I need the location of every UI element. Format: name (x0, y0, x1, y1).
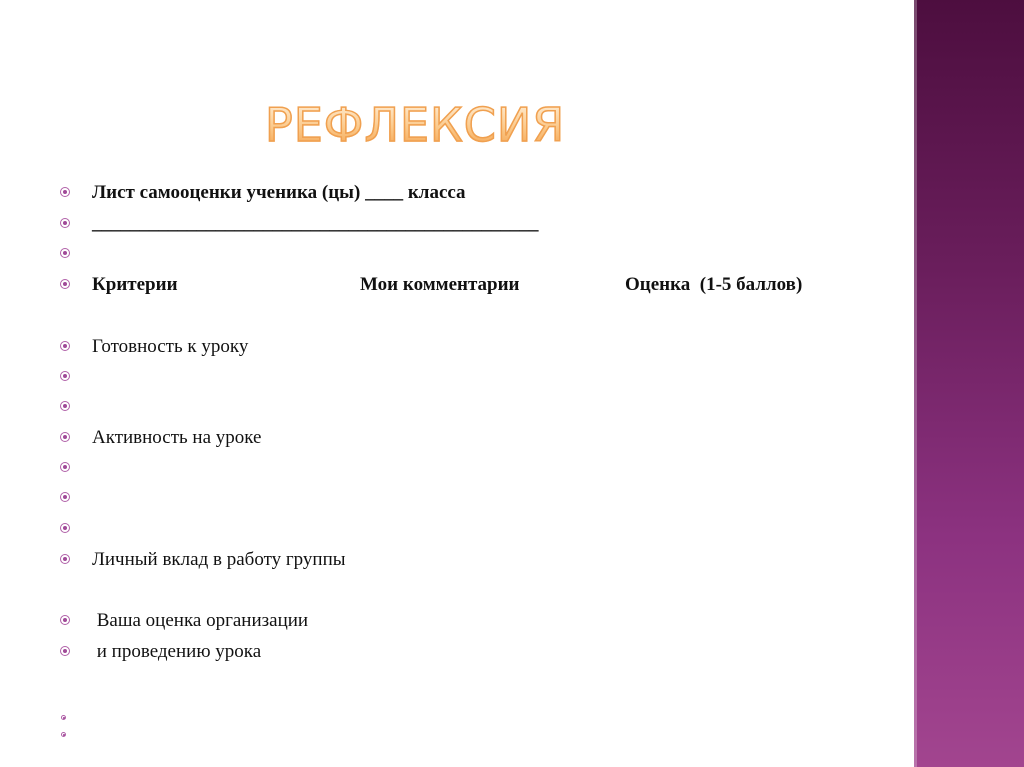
criterion-label: Личный вклад в работу группы (92, 549, 346, 570)
bullet-icon (60, 341, 70, 351)
bullet-icon (61, 732, 66, 737)
bullet-icon (60, 248, 70, 258)
bullet-icon (60, 371, 70, 381)
decorative-side-panel (914, 0, 1024, 767)
bullet-icon (60, 187, 70, 197)
column-comments: Мои комментарии (360, 274, 520, 295)
bullet-icon (60, 615, 70, 625)
column-criteria: Критерии (92, 274, 178, 295)
bullet-icon (60, 279, 70, 289)
bullet-icon (60, 218, 70, 228)
sheet-heading: Лист самооценки ученика (цы) ____ класса (92, 182, 466, 203)
bullet-icon (60, 462, 70, 472)
closing-text: и проведению урока (92, 641, 262, 662)
criterion-label: Активность на уроке (92, 427, 262, 448)
bullet-icon (60, 432, 70, 442)
closing-text: Ваша оценка организации (92, 610, 309, 631)
criterion-label: Готовность к уроку (92, 336, 249, 357)
bullet-icon (60, 492, 70, 502)
column-headers (60, 273, 860, 297)
bullet-icon (60, 646, 70, 656)
name-blank-line: _______________________________________________ (92, 213, 539, 234)
bullet-icon (60, 554, 70, 564)
slide-title: РЕФЛЕКСИЯ (265, 98, 566, 152)
bullet-icon (60, 401, 70, 411)
bullet-icon (61, 715, 66, 720)
column-score: Оценка (1-5 баллов) (625, 274, 803, 295)
bullet-icon (60, 523, 70, 533)
